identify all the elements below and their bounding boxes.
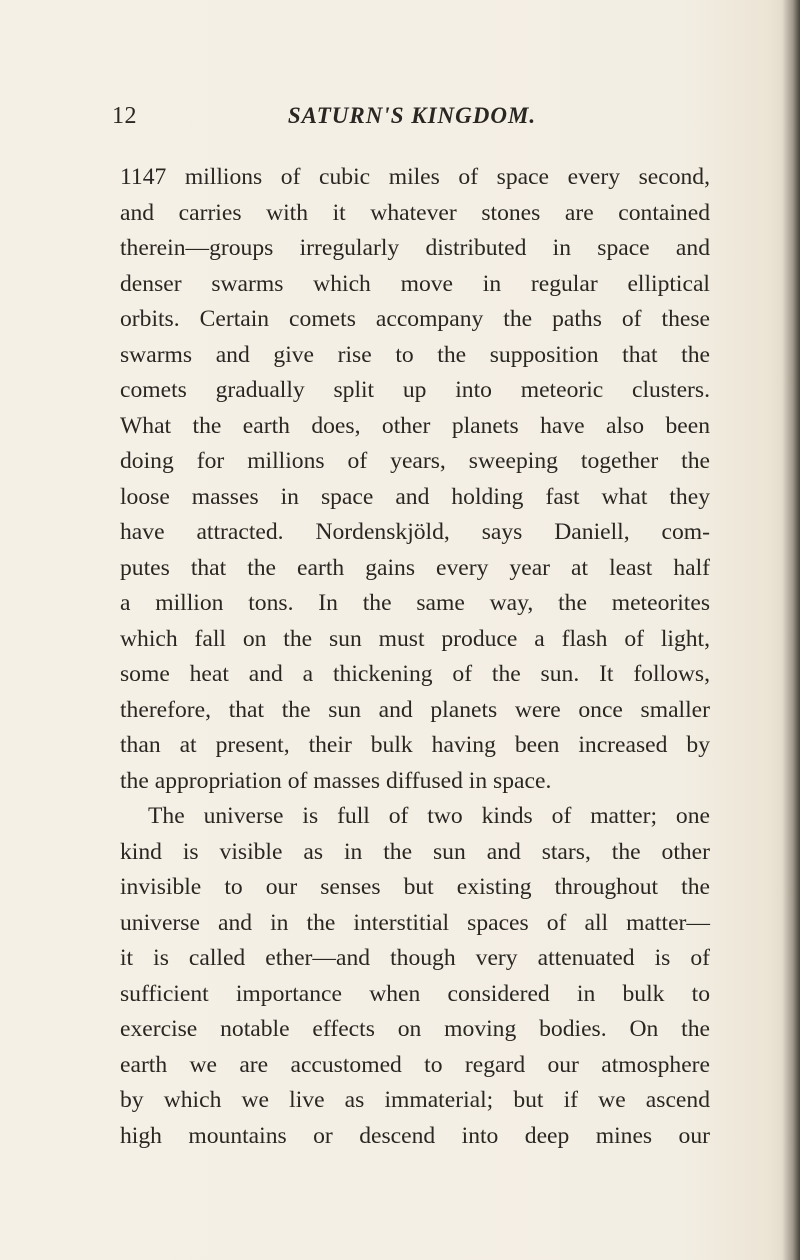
text-line: some heat and a thickening of the sun. It follows,: [120, 661, 710, 687]
page-edge-shadow: [782, 0, 800, 1260]
text-line: kind is visible as in the sun and stars, the other: [120, 838, 710, 865]
text-line: a million tons. In the same way, the meteorites: [120, 590, 710, 616]
text-line: than at present, their bulk having been increased by: [120, 732, 710, 758]
text-line: What the earth does, other planets have also been: [120, 412, 710, 439]
text-line: by which we live as immaterial; but if we ascend: [120, 1087, 710, 1113]
text-line: loose masses in space and holding fast what they: [120, 483, 710, 510]
body-text: [120, 160, 710, 1154]
text-line: it is called ether—and though very attenuated is of: [120, 945, 710, 971]
text-line: putes that the earth gains every year at least half: [120, 554, 710, 581]
text-line: orbits. Certain comets accompany the paths of these: [120, 306, 710, 332]
text-line: have attracted. Nordenskjöld, says Daniell, com-: [120, 519, 710, 545]
text-line: sufficient importance when considered in bulk to: [120, 980, 710, 1007]
text-line: exercise notable effects on moving bodies. On the: [120, 1016, 710, 1042]
text-line: high mountains or descend into deep mines our: [120, 1122, 710, 1149]
text-line: The universe is full of two kinds of matter; one: [148, 803, 710, 829]
page-header: [112, 103, 712, 133]
text-line: 1147 millions of cubic miles of space every second,: [120, 164, 710, 190]
page-number: 12: [112, 103, 137, 129]
text-line: denser swarms which move in regular elliptical: [120, 270, 710, 297]
running-title: SATURN'S KINGDOM.: [287, 103, 537, 128]
text-line: therein—groups irregularly distributed in space and: [120, 235, 710, 261]
text-line: and carries with it whatever stones are contained: [120, 199, 710, 226]
text-line: the appropriation of masses diffused in space.: [120, 767, 552, 794]
text-line: which fall on the sun must produce a flash of light,: [120, 625, 710, 652]
text-line: therefore, that the sun and planets were once smaller: [120, 696, 710, 723]
text-line: doing for millions of years, sweeping together the: [120, 448, 710, 474]
text-line: earth we are accustomed to regard our atmosphere: [120, 1051, 710, 1078]
text-line: comets gradually split up into meteoric clusters.: [120, 377, 710, 403]
text-line: universe and in the interstitial spaces of all matter—: [120, 909, 710, 936]
text-line: invisible to our senses but existing throughout the: [120, 874, 710, 900]
text-line: swarms and give rise to the supposition that the: [120, 341, 710, 368]
